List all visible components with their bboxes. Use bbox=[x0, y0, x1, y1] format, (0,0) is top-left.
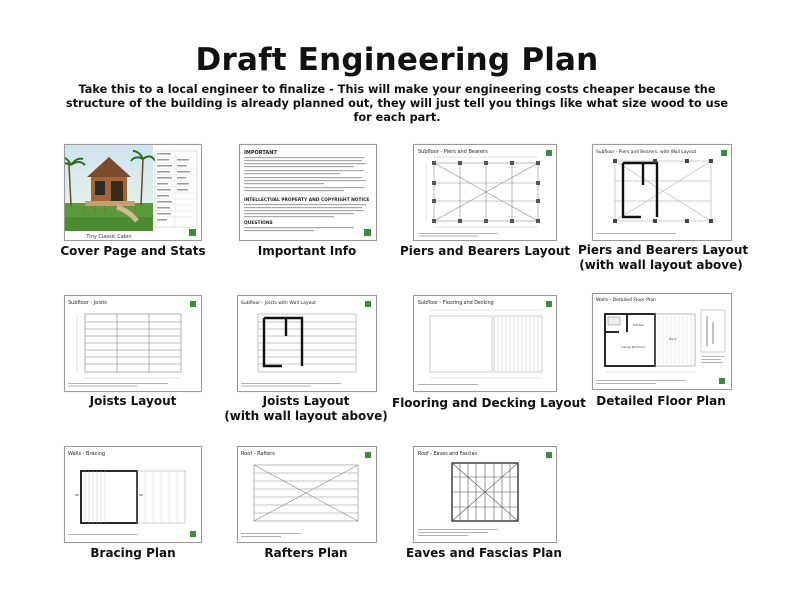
cover-caption: Tiny Classic Cabin bbox=[86, 234, 132, 240]
label-piers-bearers: Piers and Bearers Layout bbox=[400, 244, 571, 258]
room-deck: Deck bbox=[669, 337, 677, 341]
room-kitchen: Kitchen bbox=[633, 323, 645, 327]
important-heading: IMPORTANT bbox=[244, 150, 277, 156]
label-piers-bearers-walls bbox=[578, 243, 749, 273]
piers-bearers-walls-heading: Subfloor - Piers and Bearers, with Wall Layout bbox=[596, 150, 697, 155]
label-eaves: Eaves and Fascias Plan bbox=[406, 546, 562, 560]
bracing-heading: Walls - Bracing bbox=[68, 451, 106, 457]
cover-page-thumbnail[interactable] bbox=[64, 144, 202, 241]
label-flooring: Flooring and Decking Layout bbox=[392, 396, 586, 410]
eaves-heading: Roof - Eaves and Fascias bbox=[418, 452, 477, 457]
label-bracing: Bracing Plan bbox=[90, 546, 176, 560]
detailed-floor-thumbnail[interactable] bbox=[592, 293, 732, 390]
piers-bearers-thumbnail[interactable] bbox=[413, 144, 557, 241]
joists-walls-heading: Subfloor - Joists with Wall Layout bbox=[241, 301, 317, 306]
joists-walls-thumbnail[interactable] bbox=[237, 295, 377, 392]
joists-heading: Subfloor - Joists bbox=[68, 300, 107, 306]
label-joists-walls bbox=[223, 394, 389, 424]
piers-bearers-walls-thumbnail[interactable] bbox=[592, 144, 732, 241]
piers-bearers-heading: Subfloor - Piers and Bearers bbox=[418, 149, 488, 155]
rafters-thumbnail[interactable] bbox=[237, 446, 377, 543]
label-joists-walls-line2: (with wall layout above) bbox=[224, 409, 388, 423]
label-cover-page: Cover Page and Stats bbox=[60, 244, 206, 258]
room-living: Living/ Bedroom bbox=[621, 345, 646, 349]
label-piers-bearers-walls-line2: (with wall layout above) bbox=[579, 258, 743, 272]
label-joists-walls-line1: Joists Layout bbox=[262, 394, 350, 408]
detailed-floor-heading: Walls - Detailed Floor Plan bbox=[596, 298, 656, 303]
flooring-heading: Subfloor - Flooring and Decking bbox=[418, 301, 494, 306]
bracing-thumbnail[interactable] bbox=[64, 446, 202, 543]
copyright-heading: INTELLECTUAL PROPERTY AND COPYRIGHT NOTICE bbox=[244, 198, 370, 203]
questions-heading: QUESTIONS bbox=[244, 221, 273, 226]
eaves-thumbnail[interactable] bbox=[413, 446, 557, 543]
important-info-thumbnail[interactable] bbox=[239, 144, 377, 241]
rafters-heading: Roof - Rafters bbox=[241, 451, 275, 457]
page-subtitle: Take this to a local engineer to finalize - This will make your engineering costs cheaper because the structure of the building is already planned out, they will just tell you things like what size wood to use for each part. bbox=[65, 83, 729, 124]
label-piers-bearers-walls-line1: Piers and Bearers Layout bbox=[578, 243, 749, 257]
label-joists: Joists Layout bbox=[89, 394, 177, 408]
joists-thumbnail[interactable] bbox=[64, 295, 202, 392]
label-rafters: Rafters Plan bbox=[264, 546, 348, 560]
label-detailed-floor: Detailed Floor Plan bbox=[596, 394, 726, 408]
page-title: Draft Engineering Plan bbox=[195, 42, 599, 78]
flooring-thumbnail[interactable] bbox=[413, 295, 557, 392]
label-important-info: Important Info bbox=[257, 244, 357, 258]
